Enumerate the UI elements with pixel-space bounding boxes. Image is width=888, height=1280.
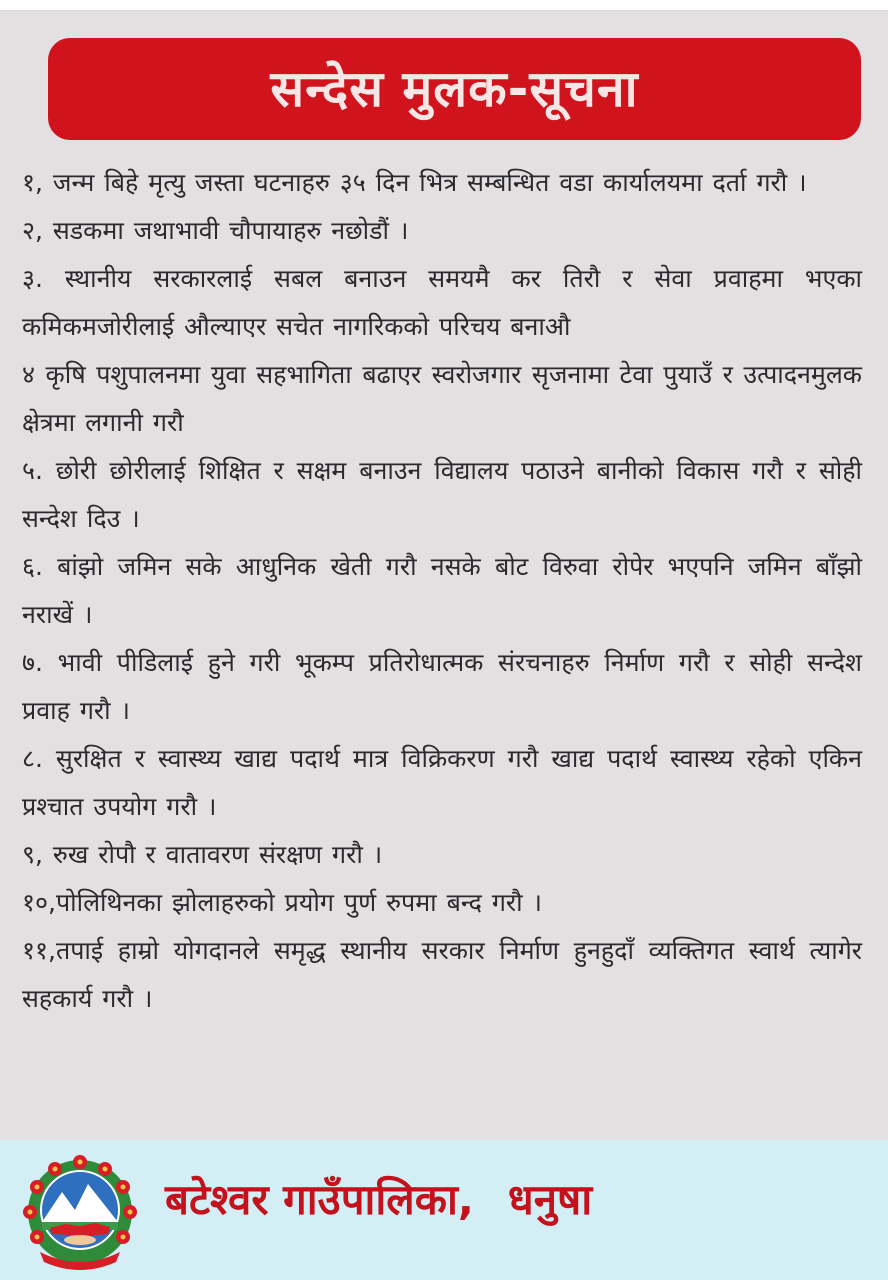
footer	[0, 1140, 888, 1280]
notice-item: १, जन्म बिहे मृत्यु जस्ता घटनाहरु ३५ दिन भित्र सम्बन्धित वडा कार्यालयमा दर्ता गरौ ।	[22, 168, 807, 197]
notice-poster	[0, 10, 888, 1141]
notice-list	[22, 159, 862, 1023]
notice-item: १०,पोलिथिनका झोलाहरुको प्रयोग पुर्ण रुपमा बन्द गरौ ।	[22, 888, 543, 917]
notice-item: ४ कृषि पशुपालनमा युवा सहभागिता बढाएर स्वरोजगार सृजनामा टेवा पुयाउँ र उत्पादनमुलक क्षेत्रमा लगानी गरौ	[22, 360, 862, 437]
notice-item: २, सडकमा जथाभावी चौपायाहरु नछोडौं ।	[22, 216, 409, 245]
notice-item: ३. स्थानीय सरकारलाई सबल बनाउन समयमै कर तिरौ र सेवा प्रवाहमा भएका कमिकमजोरीलाई औल्याएर सचेत नागरिकको परिचय बनाऔ	[22, 264, 862, 341]
municipality-name: बटेश्वर गाउँपालिका,	[165, 1175, 474, 1224]
notice-item: ७. भावी पीडिलाई हुने गरी भूकम्प प्रतिरोधात्मक संरचनाहरु निर्माण गरौ र सोही सन्देश प्रवाह गरौ ।	[22, 648, 862, 725]
district-name: धनुषा	[507, 1175, 593, 1224]
notice-item: ११,तपाई हाम्रो योगदानले समृद्ध स्थानीय सरकार निर्माण हुनहुदाँ व्यक्तिगत स्वार्थ त्यागेर सहकार्य गरौ ।	[22, 936, 862, 1013]
notice-item: ५. छोरी छोरीलाई शिक्षित र सक्षम बनाउन विद्यालय पठाउने बानीको विकास गरौ र सोही सन्देश दिउ ।	[22, 456, 862, 533]
notice-item: ९, रुख रोपौ र वातावरण संरक्षण गरौ ।	[22, 840, 383, 869]
page-title: सन्देस मुलक-सूचना	[270, 60, 639, 118]
title-banner	[48, 38, 861, 140]
nepal-local-government-emblem-icon	[20, 1152, 140, 1272]
notice-item: ८. सुरक्षित र स्वास्थ्य खाद्य पदार्थ मात्र विक्रिकरण गरौ खाद्य पदार्थ स्वास्थ्य रहेको एकिन प्रश्चात उपयोग गरौ ।	[22, 744, 862, 821]
footer-title	[165, 1170, 592, 1230]
notice-item: ६. बांझो जमिन सके आधुनिक खेती गरौ नसके बोट विरुवा रोपेर भएपनि जमिन बाँझो नराखें ।	[22, 552, 862, 629]
